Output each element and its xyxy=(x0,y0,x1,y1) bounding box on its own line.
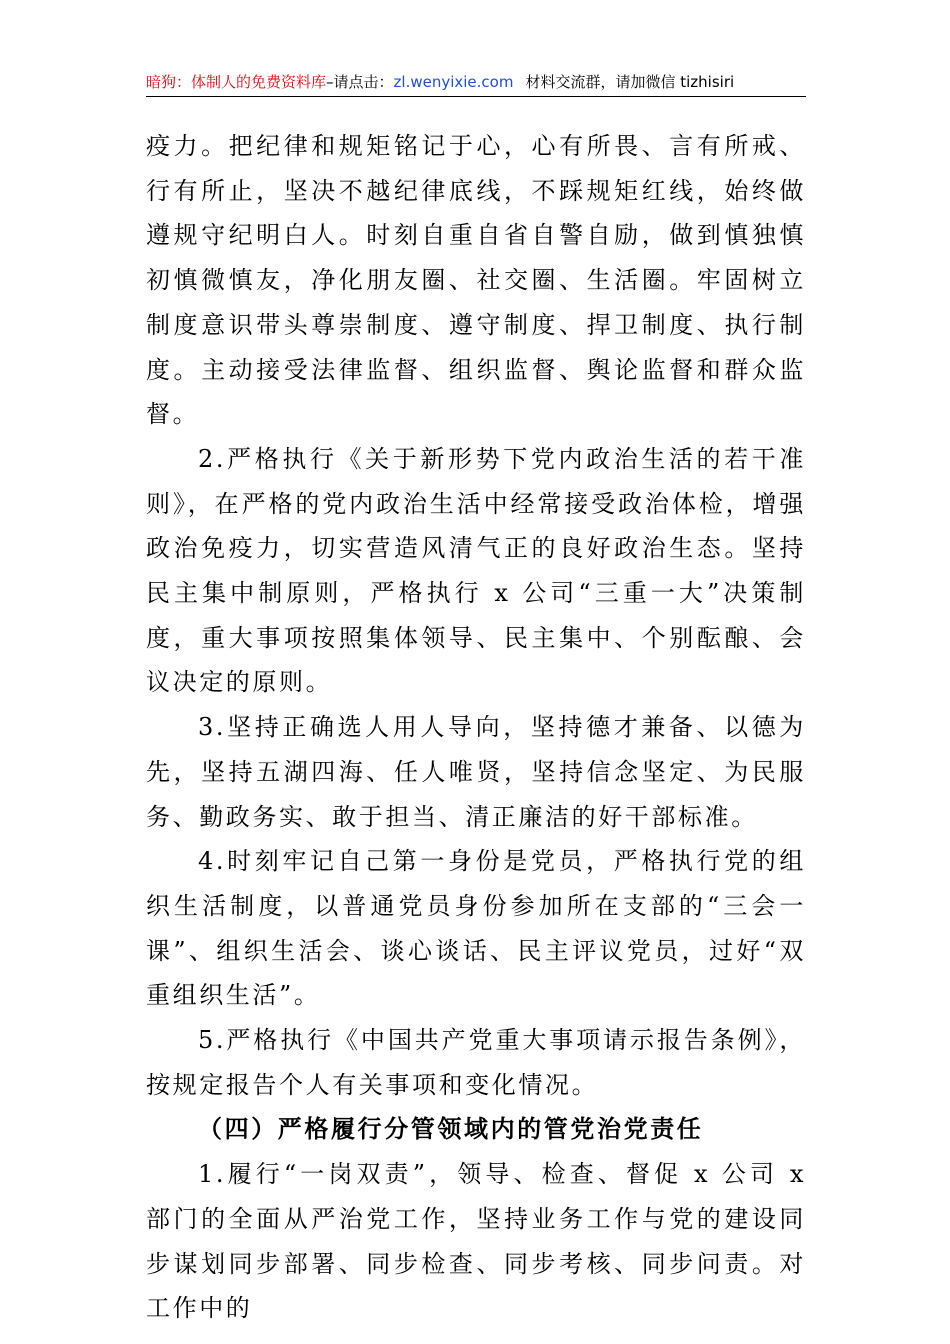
paragraph-item-2: 2.严格执行《关于新形势下党内政治生活的若干准则》，在严格的党内政治生活中经常接受政治体检，增强政治免疫力，切实营造风清气正的良好政治生态。坚持民主集中制原则，严格执行 x 公司“三重一大”决策制度，重大事项按照集体领导、民主集中、个别酝酿、会议决定的原则。 xyxy=(146,444,806,697)
header-prompt: –请点击： xyxy=(326,73,394,91)
paragraph-item-3: 3.坚持正确选人用人导向，坚持德才兼备、以德为先，坚持五湖四海、任人唯贤，坚持信念坚定、为民服务、勤政务实、敢于担当、清正廉洁的好干部标准。 xyxy=(146,713,806,831)
paragraph-item-5: 5.严格执行《中国共产党重大事项请示报告条例》，按规定报告个人有关事项和变化情况。 xyxy=(146,1026,806,1099)
header-group-note: 材料交流群，请加微信 tizhisiri xyxy=(525,73,735,91)
document-body xyxy=(146,124,806,1331)
paragraph-item-1: 1.履行“一岗双责”，领导、检查、督促 x 公司 x 部门的全面从严治党工作，坚持业务工作与党的建设同步谋划同步部署、同步检查、同步考核、同步问责。对工作中的 xyxy=(146,1160,806,1323)
header-url-link[interactable]: zl.wenyixie.com xyxy=(393,73,514,91)
paragraph-item-4: 4.时刻牢记自己第一身份是党员，严格执行党的组织生活制度，以普通党员身份参加所在支部的“三会一课”、组织生活会、谈心谈话、民主评议党员，过好“双重组织生活”。 xyxy=(146,847,806,1010)
section-heading: （四）严格履行分管领域内的管党治党责任 xyxy=(198,1114,704,1144)
header-brand: 暗狗：体制人的免费资料库 xyxy=(146,73,327,91)
page-header xyxy=(146,72,806,97)
paragraph-continuation: 疫力。把纪律和规矩铭记于心，心有所畏、言有所戒、行有所止，坚决不越纪律底线，不踩规矩红线，始终做遵规守纪明白人。时刻自重自省自警自励，做到慎独慎初慎微慎友，净化朋友圈、社交圈、生活圈。牢固树立制度意识带头尊崇制度、遵守制度、捍卫制度、执行制度。主动接受法律监督、组织监督、舆论监督和群众监督。 xyxy=(146,132,806,429)
